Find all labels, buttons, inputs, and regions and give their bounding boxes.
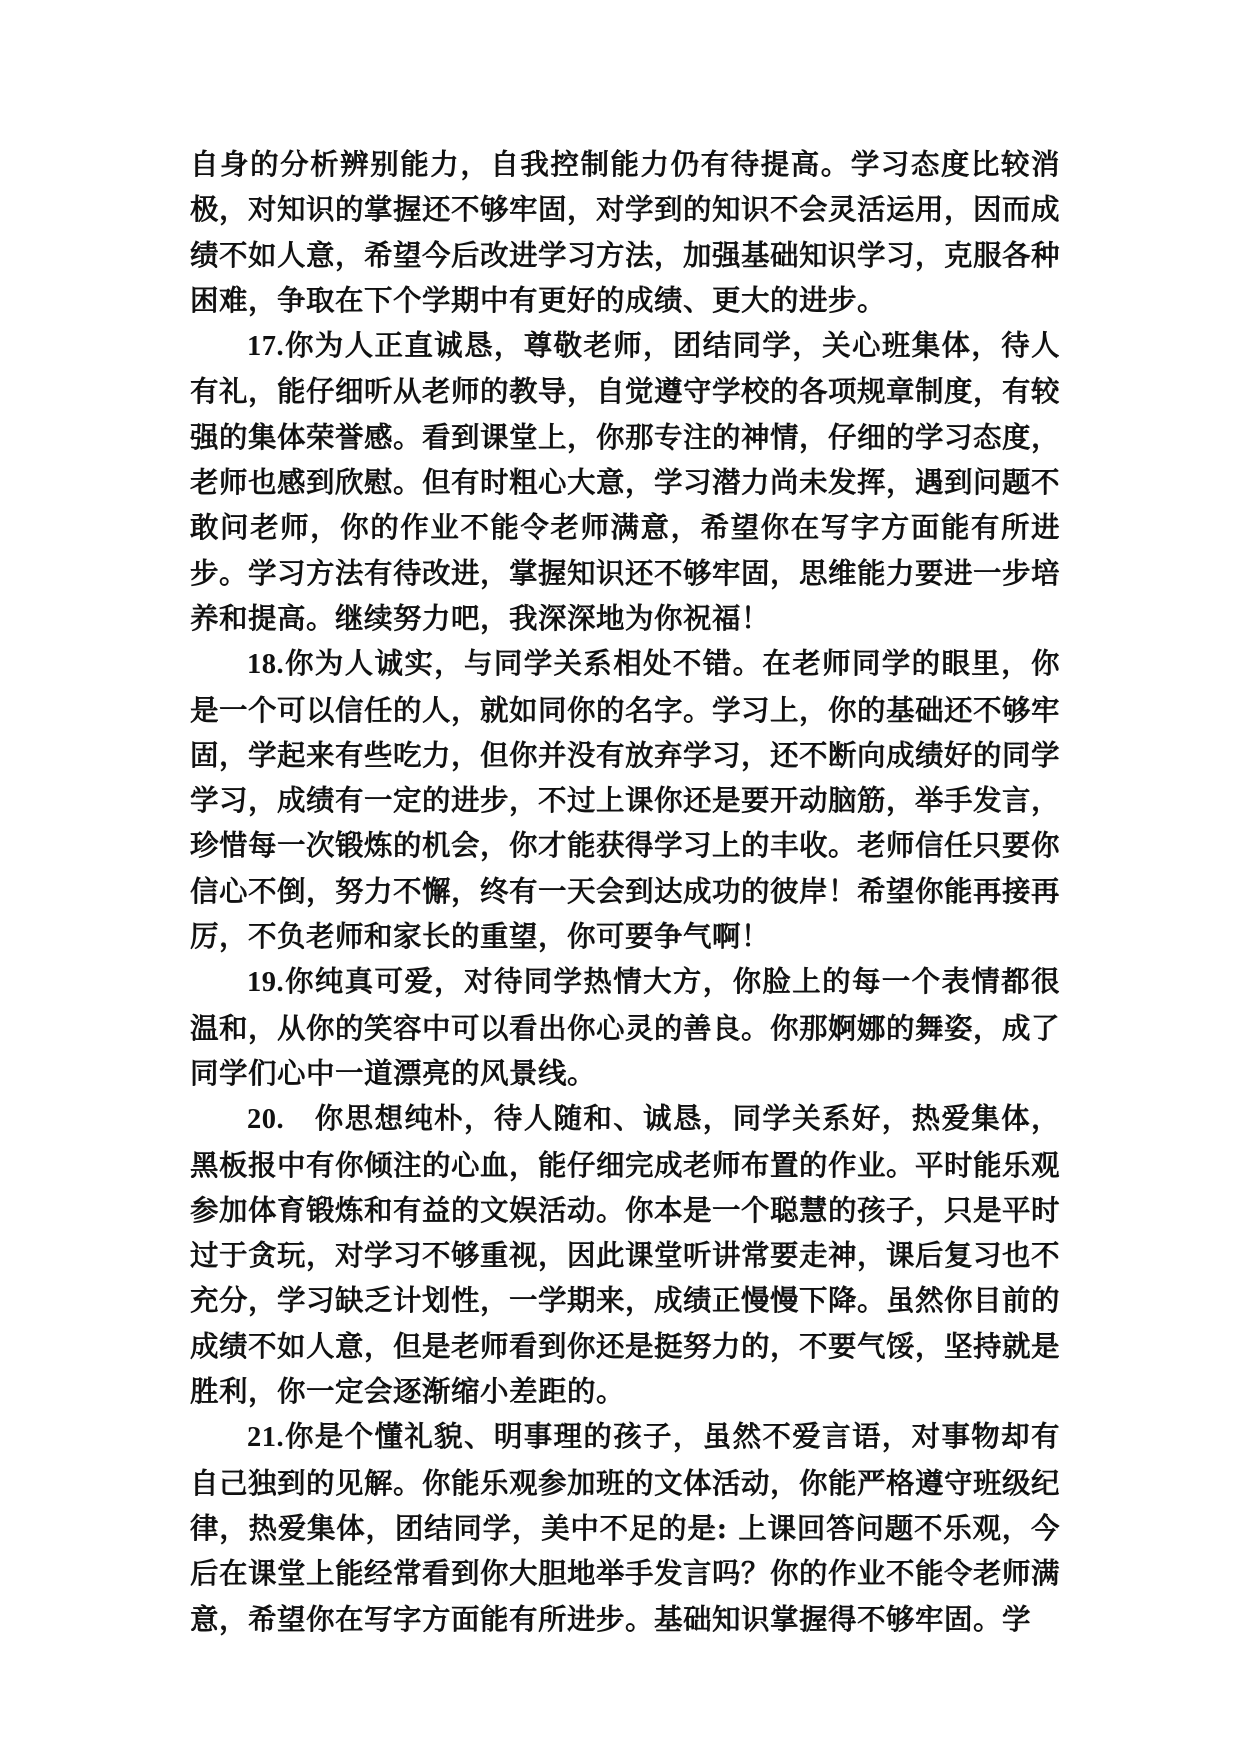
paragraph-17 <box>190 323 1060 641</box>
paragraph-text: 你纯真可爱，对待同学热情大方，你脸上的每一个表情都很温和，从你的笑容中可以看出你心灵的善良。你那婀娜的舞姿，成了同学们心中一道漂亮的风景线。 <box>190 964 1061 1090</box>
paragraph-text: 你为人正直诚恳，尊敬老师，团结同学，关心班集体，待人有礼，能仔细听从老师的教导，自觉遵守学校的各项规章制度，有较强的集体荣誉感。看到课堂上，你那专注的神情，仔细的学习态度，老师也感到欣慰。但有时粗心大意，学习潜力尚未发挥，遇到问题不敢问老师，你的作业不能令老师满意，希望你在写字方面能有所进步。学习方法有待改进，掌握知识还不够牢固，思维能力要进一步培养和提高。继续努力吧，我深深地为你祝福！ <box>190 328 1061 635</box>
paragraph-number: 17. <box>247 331 285 363</box>
paragraph-text: 你是个懂礼貌、明事理的孩子，虽然不爱言语，对事物却有自己独到的见解。你能乐观参加班的文体活动，你能严格遵守班级纪律，热爱集体，团结同学，美中不足的是: 上课回答问题不乐观，今后在课堂上能经常看到你大胆地举手发言吗？你的作业不能令老师满意，希望你在写字方面能有所进步。基础知识掌握得不够牢固。学 <box>190 1419 1061 1636</box>
paragraph-text: 你为人诚实，与同学关系相处不错。在老师同学的眼里，你是一个可以信任的人，就如同你的名字。学习上，你的基础还不够牢固，学起来有些吃力，但你并没有放弃学习，还不断向成绩好的同学学习，成绩有一定的进步，不过上课你还是要开动脑筋，举手发言，珍惜每一次锻炼的机会，你才能获得学习上的丰收。老师信任只要你信心不倒，努力不懈，终有一天会到达成功的彼岸！希望你能再接再厉，不负老师和家长的重望，你可要争气啊！ <box>190 646 1061 954</box>
paragraph-text: 自身的分析辨别能力，自我控制能力仍有待提高。学习态度比较消极，对知识的掌握还不够牢固，对学到的知识不会灵活运用，因而成绩不如人意，希望今后改进学习方法，加强基础知识学习，克服各种困难，争取在下个学期中有更好的成绩、更大的进步。 <box>190 147 1061 317</box>
paragraph-21 <box>190 1414 1060 1641</box>
paragraph-number: 21. <box>247 1422 285 1454</box>
paragraph-number: 19. <box>247 967 285 999</box>
paragraph-text: 你思想纯朴，待人随和、诚恳，同学关系好，热爱集体，黑板报中有你倾注的心血，能仔细完成老师布置的作业。平时能乐观参加体育锻炼和有益的文娱活动。你本是一个聪慧的孩子，只是平时过于贪玩，对学习不够重视，因此课堂听讲常要走神，课后复习也不充分，学习缺乏计划性，一学期来，成绩正慢慢下降。虽然你目前的成绩不如人意，但是老师看到你还是挺努力的，不要气馁，坚持就是胜利，你一定会逐渐缩小差距的。 <box>190 1101 1061 1409</box>
paragraph-19 <box>190 959 1060 1096</box>
paragraph-number: 18. <box>247 649 285 681</box>
document-body <box>190 142 1060 1642</box>
paragraph-20 <box>190 1096 1060 1414</box>
paragraph-18 <box>190 641 1060 959</box>
paragraph-continuation <box>190 142 1060 323</box>
paragraph-number: 20. <box>247 1104 285 1136</box>
